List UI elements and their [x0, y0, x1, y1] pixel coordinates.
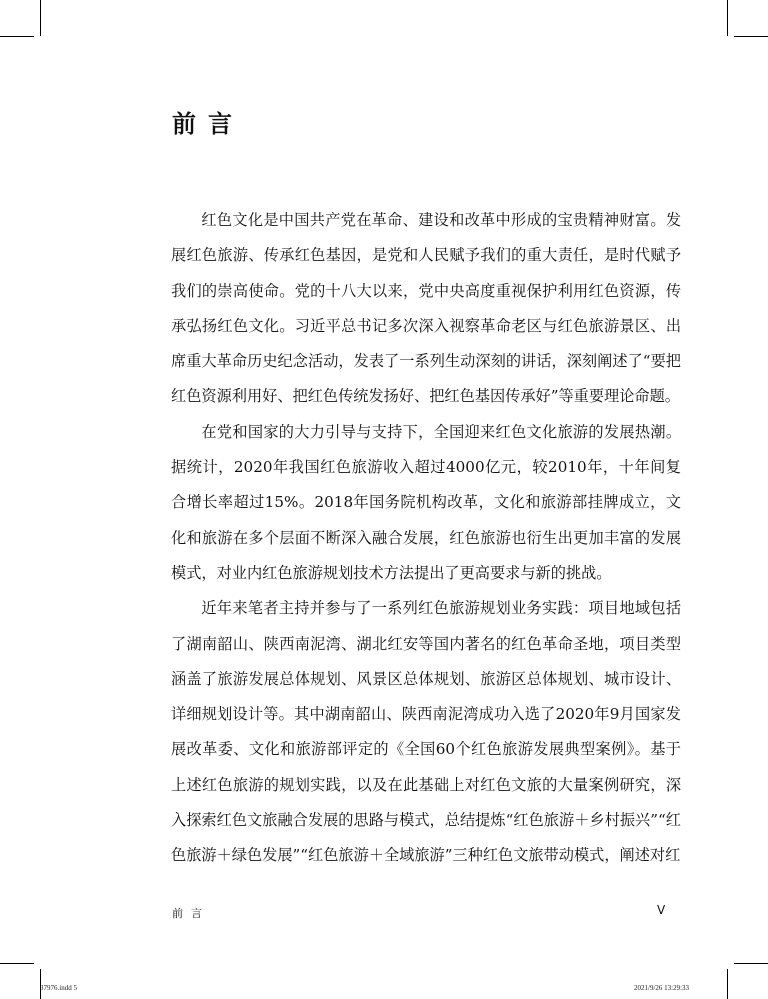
slug-timestamp: 2021/9/26 13:29:33 [634, 984, 690, 992]
page-title: 前言 [172, 110, 244, 138]
crop-mark [734, 36, 768, 37]
slug-file-info: 37976.indd 5 [40, 984, 77, 992]
crop-mark [734, 963, 768, 964]
paragraph: 近年来笔者主持并参与了一系列红色旅游规划业务实践：项目地域包括了湖南韶山、陕西南泥湾、湖北红安等国内著名的红色革命圣地，项目类型涵盖了旅游发展总体规划、风景区总体规划、旅游区总体规划、城市设计、详细规划设计等。其中湖南韶山、陕西南泥湾成功入选了2020年9月国家发展改革委、文化和旅游部评定的《全国60个红色旅游发展典型案例》。基于上述红色旅游的规划实践，以及在此基础上对红色文旅的大量案例研究，深入探索红色文旅融合发展的思路与模式，总结提炼“红色旅游＋乡村振兴”“红色旅游＋绿色发展”“红色旅游＋全域旅游”三种红色文旅带动模式，阐述对红 [171, 599, 681, 865]
crop-mark [40, 0, 41, 36]
running-head: 前言 [172, 907, 210, 920]
body-text [171, 203, 681, 874]
page-number: V [657, 903, 666, 917]
crop-mark [727, 0, 728, 36]
paragraph: 在党和国家的大力引导与支持下，全国迎来红色文化旅游的发展热潮。据统计，2020年我国红色旅游收入超过4000亿元，较2010年，十年间复合增长率超过15%。2018年国务院机构改革，文化和旅游部挂牌成立，文化和旅游在多个层面不断深入融合发展，红色旅游也衍生出更加丰富的发展模式，对业内红色旅游规划技术方法提出了更高要求与新的挑战。 [171, 422, 681, 582]
crop-mark [0, 36, 34, 37]
crop-mark [0, 963, 34, 964]
crop-mark [727, 969, 728, 999]
paragraph: 红色文化是中国共产党在革命、建设和改革中形成的宝贵精神财富。发展红色旅游、传承红色基因，是党和人民赋予我们的重大责任，是时代赋予我们的崇高使命。党的十八大以来，党中央高度重视保护利用红色资源，传承弘扬红色文化。习近平总书记多次深入视察革命老区与红色旅游景区、出席重大革命历史纪念活动，发表了一系列生动深刻的讲话，深刻阐述了“要把红色资源利用好、把红色传统发扬好、把红色基因传承好”等重要理论命题。 [171, 211, 681, 406]
